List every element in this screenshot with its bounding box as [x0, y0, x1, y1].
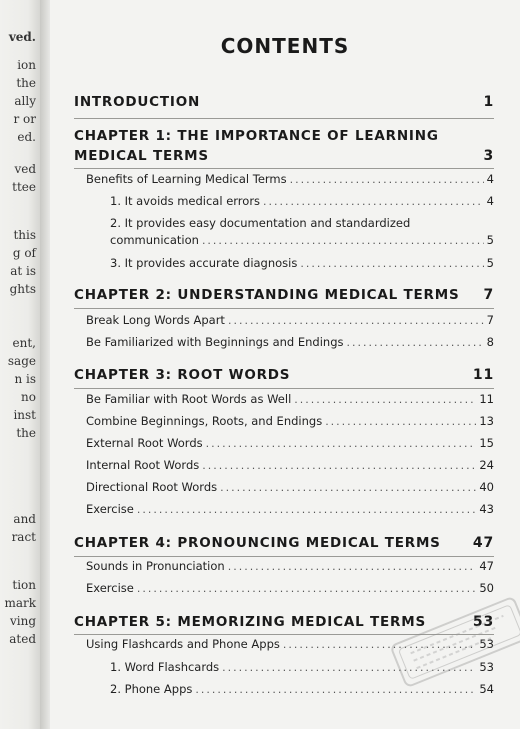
left-page-fragment	[0, 0, 40, 729]
toc-entry-combine[interactable]	[86, 414, 494, 428]
toc-entry-label: 3. It provides accurate diagnosis	[110, 256, 298, 270]
toc-page-number: 4	[486, 172, 494, 186]
toc-entry-label: Exercise	[86, 502, 134, 516]
toc-entry-label: Sounds in Pronunciation	[86, 559, 225, 573]
toc-page-number: 5	[486, 233, 494, 247]
toc-entry-label: Be Familiarized with Beginnings and Endings	[86, 335, 344, 349]
toc-entry-documentation[interactable]	[110, 233, 494, 247]
toc-page-number: 7	[483, 287, 494, 303]
left-page-text-fragment: the	[16, 76, 36, 90]
toc-entry-internal-roots[interactable]	[86, 458, 494, 472]
left-page-text-fragment: ved.	[8, 30, 36, 44]
toc-page-number: 50	[479, 581, 494, 595]
toc-entry-label: CHAPTER 2: UNDERSTANDING MEDICAL TERMS	[74, 287, 460, 303]
toc-leader	[206, 437, 477, 450]
toc-leader	[202, 234, 484, 247]
toc-leader	[300, 257, 483, 270]
toc-entry-label: Using Flashcards and Phone Apps	[86, 637, 280, 651]
toc-entry-exercise-ch3[interactable]	[86, 502, 494, 516]
toc-entry-exercise-ch4[interactable]	[86, 581, 494, 595]
toc-entry-label: Directional Root Words	[86, 480, 218, 494]
toc-page-number: 11	[479, 392, 494, 406]
toc-entry-avoids-errors[interactable]	[110, 194, 494, 208]
toc-leader	[294, 393, 476, 406]
left-page-text-fragment: ent,	[12, 336, 36, 350]
left-page-text-fragment: ed.	[17, 130, 36, 144]
toc-page-number: 53	[472, 614, 494, 630]
toc-page-number: 53	[479, 660, 494, 674]
toc-entry-label: CHAPTER 4: PRONOUNCING MEDICAL TERMS	[74, 535, 441, 551]
section-divider	[74, 556, 494, 557]
toc-leader	[347, 336, 484, 349]
toc-chapter-1-line1[interactable]: CHAPTER 1: THE IMPORTANCE OF LEARNING	[74, 128, 439, 144]
left-page-text-fragment: and	[13, 512, 36, 526]
toc-entry-label: Exercise	[86, 581, 134, 595]
toc-leader	[290, 173, 484, 186]
toc-entry-label: Internal Root Words	[86, 458, 200, 472]
toc-entry-label: MEDICAL TERMS	[74, 148, 209, 164]
toc-page-number: 1	[483, 94, 494, 110]
toc-leader	[202, 459, 476, 472]
toc-page-number: 15	[479, 436, 494, 450]
toc-leader	[195, 683, 476, 696]
left-page-text-fragment: r or	[13, 112, 36, 126]
section-divider	[74, 118, 494, 119]
toc-entry-label: 1. Word Flashcards	[110, 660, 220, 674]
toc-entry-label: 2. Phone Apps	[110, 682, 193, 696]
toc-page-number: 13	[479, 414, 494, 428]
toc-entry-directional-roots[interactable]	[86, 480, 494, 494]
left-page-text-fragment: ated	[9, 632, 36, 646]
toc-entry-accurate-diagnosis[interactable]	[110, 256, 494, 270]
left-page-text-fragment: ghts	[9, 282, 36, 296]
left-page-text-fragment: at is	[10, 264, 36, 278]
toc-page-number: 47	[479, 559, 494, 573]
left-page-text-fragment: mark	[4, 596, 36, 610]
left-page-text-fragment: ract	[11, 530, 36, 544]
toc-page-number: 8	[486, 335, 494, 349]
toc-entry-label: communication	[110, 233, 199, 247]
left-page-text-fragment: ally	[14, 94, 36, 108]
toc-entry-break-words[interactable]	[86, 313, 494, 327]
toc-entry-introduction[interactable]	[74, 94, 494, 110]
toc-leader	[228, 314, 484, 327]
toc-leader	[137, 503, 477, 516]
toc-page-number: 11	[472, 367, 494, 383]
toc-page-number: 3	[483, 148, 494, 164]
toc-leader	[263, 195, 484, 208]
book-gutter	[40, 0, 50, 729]
toc-entry-label: Be Familiar with Root Words as Well	[86, 392, 292, 406]
page-title: CONTENTS	[220, 34, 350, 58]
toc-entry-label: Benefits of Learning Medical Terms	[86, 172, 287, 186]
toc-leader	[228, 560, 477, 573]
left-page-text-fragment: no	[21, 390, 36, 404]
toc-entry-chapter-3[interactable]	[74, 367, 494, 383]
left-page-text-fragment: ved	[14, 162, 36, 176]
toc-entry-familiar-roots[interactable]	[86, 392, 494, 406]
toc-leader	[220, 481, 476, 494]
left-page-text-fragment: ving	[9, 614, 36, 628]
section-divider	[74, 388, 494, 389]
toc-entry-external-roots[interactable]	[86, 436, 494, 450]
toc-entry-label: 1. It avoids medical errors	[110, 194, 261, 208]
toc-page-number: 5	[486, 256, 494, 270]
left-page-text-fragment: n is	[14, 372, 36, 386]
toc-entry-phone-apps[interactable]	[110, 682, 494, 696]
toc-entry-label: Combine Beginnings, Roots, and Endings	[86, 414, 323, 428]
toc-page-number: 7	[486, 313, 494, 327]
toc-entry-documentation-line1[interactable]	[110, 216, 494, 230]
toc-page-number: 47	[472, 535, 494, 551]
toc-entry-chapter-2[interactable]	[74, 287, 494, 303]
left-page-text-fragment: this	[13, 228, 36, 242]
toc-entry-beginnings-endings[interactable]	[86, 335, 494, 349]
toc-page-number: 53	[479, 637, 494, 651]
left-page-text-fragment: ion	[17, 58, 36, 72]
toc-page-number: 4	[486, 194, 494, 208]
left-page-text-fragment: inst	[13, 408, 36, 422]
toc-page-number: 24	[479, 458, 494, 472]
left-page-text-fragment: g of	[12, 246, 36, 260]
toc-page-number: 40	[479, 480, 494, 494]
toc-leader	[325, 415, 476, 428]
left-page-text-fragment: ttee	[12, 180, 36, 194]
left-page-text-fragment: the	[16, 426, 36, 440]
toc-page-number: 43	[479, 502, 494, 516]
toc-entry-sounds[interactable]	[86, 559, 494, 573]
section-divider	[74, 308, 494, 309]
section-divider	[74, 168, 494, 169]
toc-entry-label: CHAPTER 5: MEMORIZING MEDICAL TERMS	[74, 614, 426, 630]
toc-entry-benefits[interactable]	[86, 172, 494, 186]
toc-entry-label: Break Long Words Apart	[86, 313, 225, 327]
toc-entry-label: External Root Words	[86, 436, 203, 450]
toc-entry-label: 2. It provides easy documentation and standardized	[110, 216, 411, 230]
toc-entry-label: CHAPTER 3: ROOT WORDS	[74, 367, 291, 383]
toc-entry-chapter-4[interactable]	[74, 535, 494, 551]
toc-entry-chapter-1[interactable]	[74, 148, 494, 164]
left-page-text-fragment: tion	[12, 578, 36, 592]
toc-page-number: 54	[479, 682, 494, 696]
toc-entry-label: INTRODUCTION	[74, 94, 201, 110]
left-page-text-fragment: sage	[7, 354, 36, 368]
toc-leader	[137, 582, 477, 595]
